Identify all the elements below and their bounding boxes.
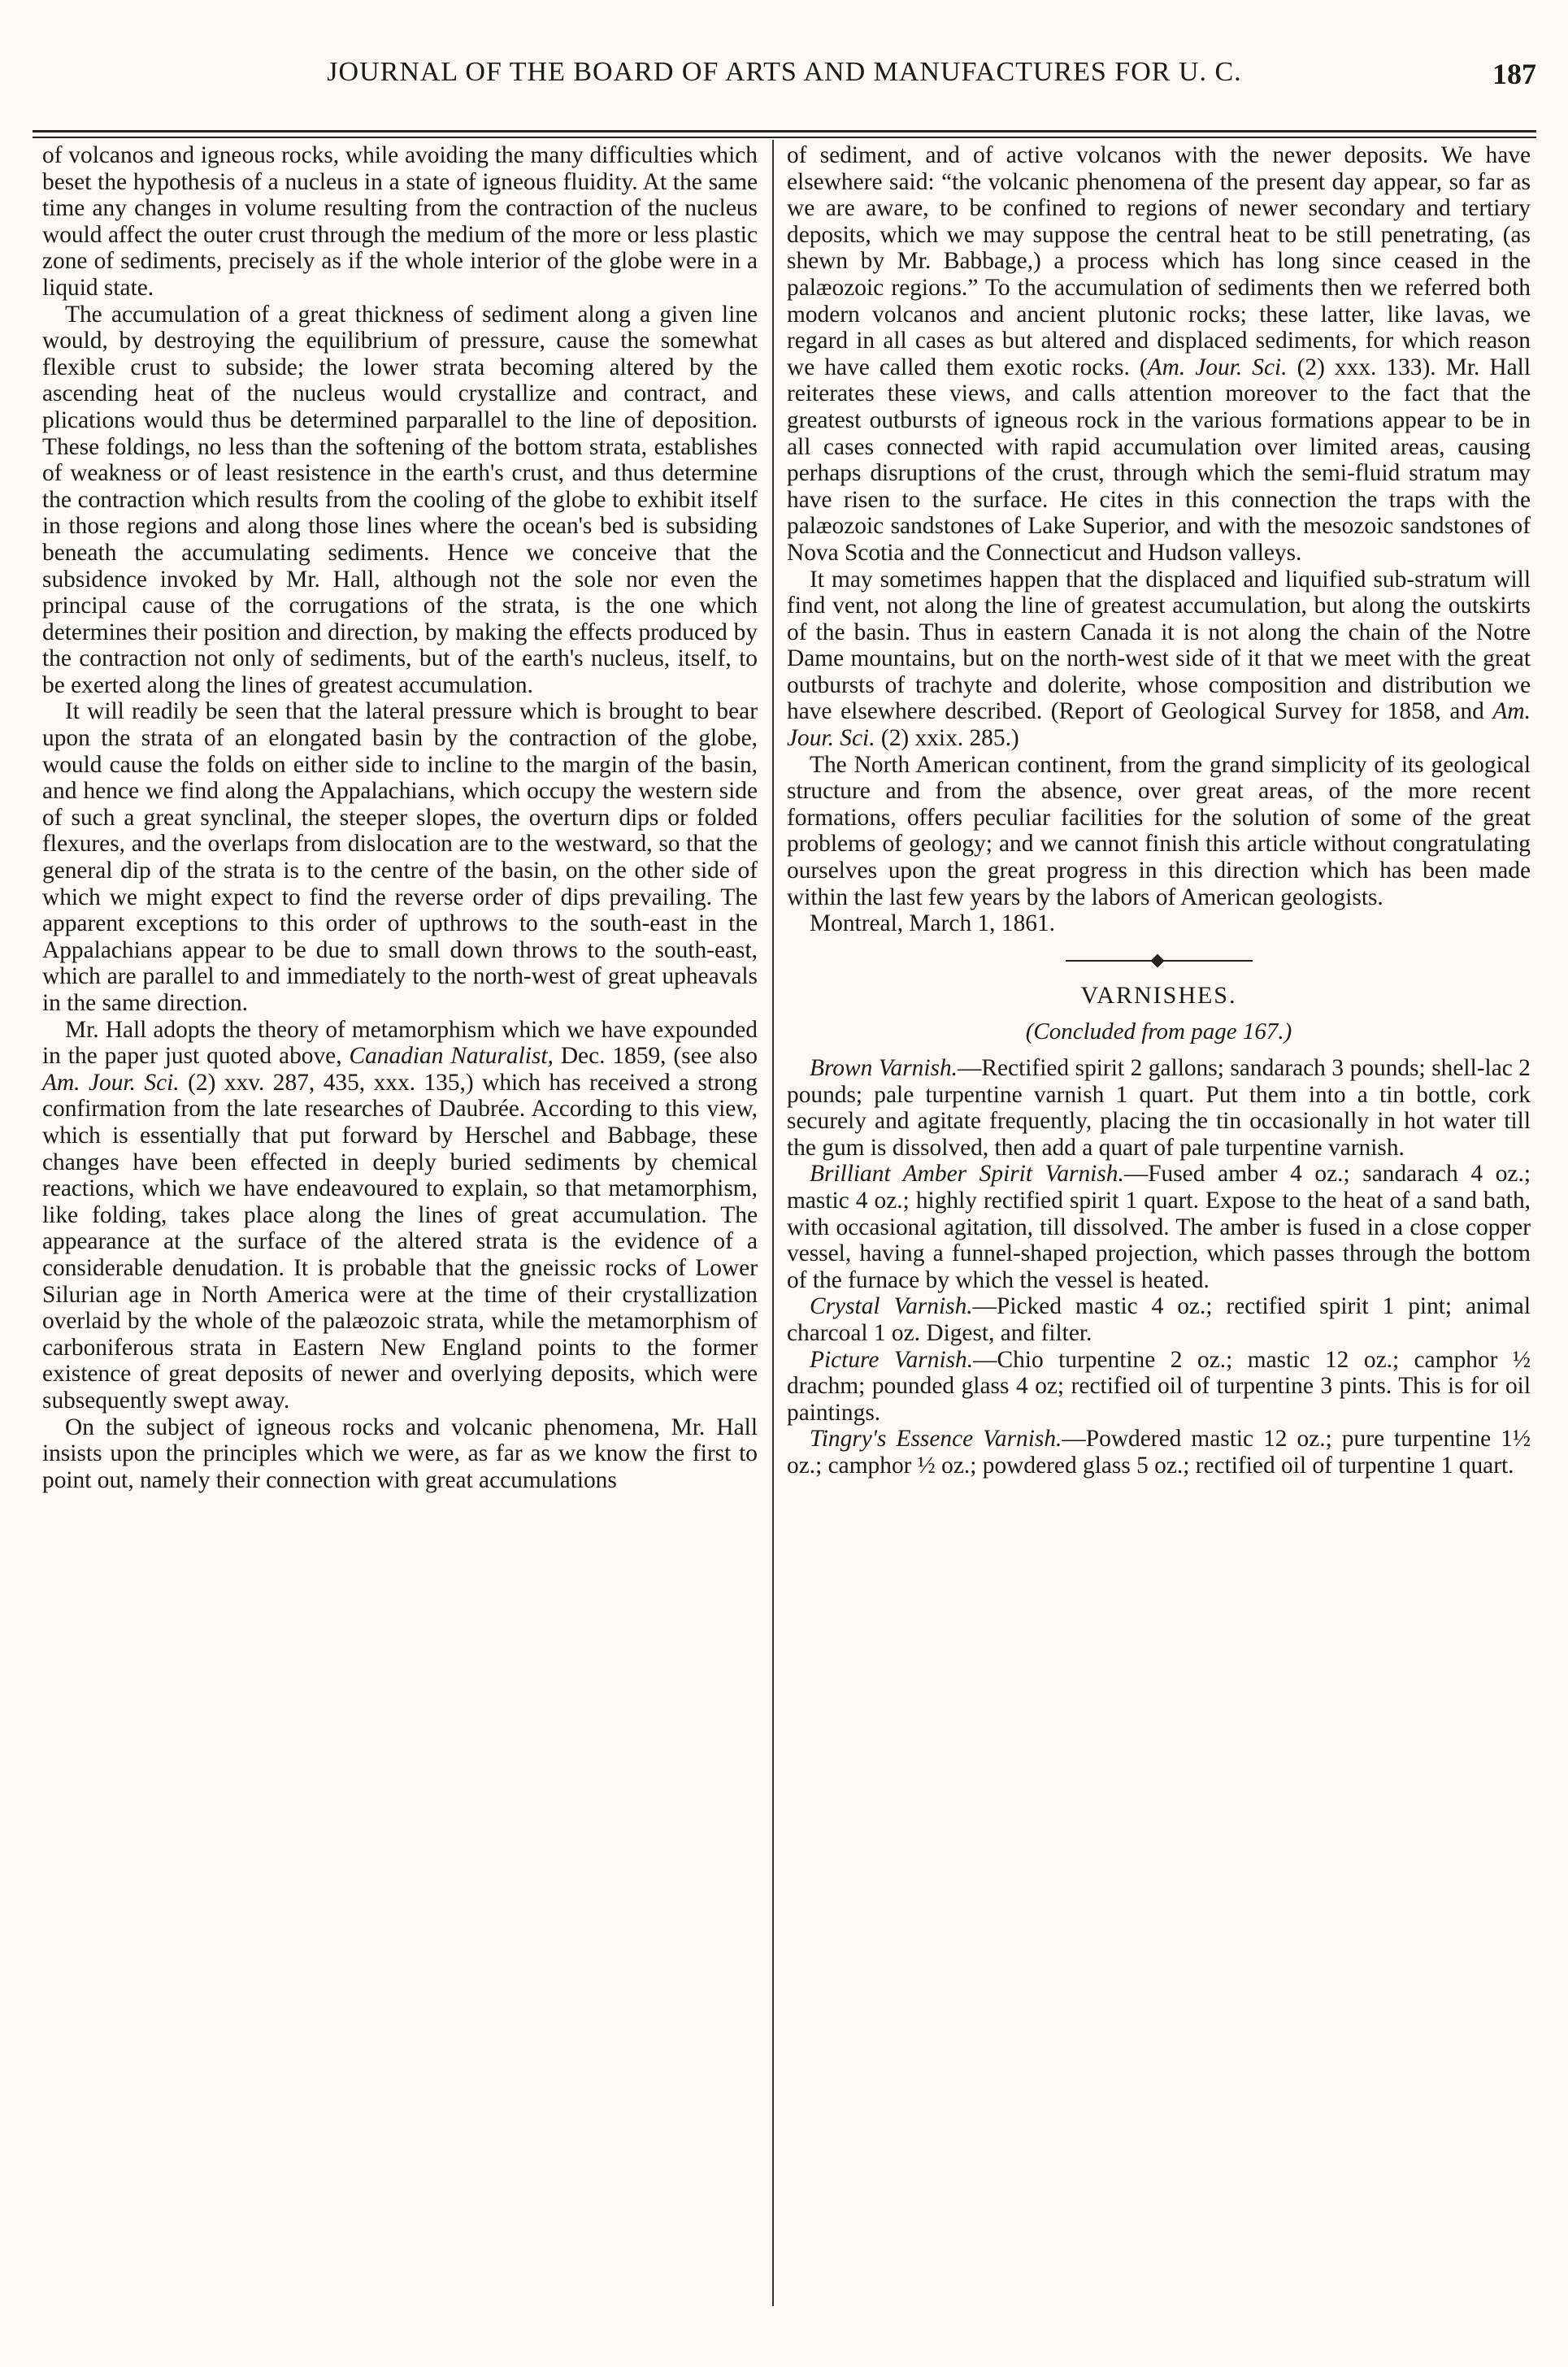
section-divider [1066, 960, 1253, 962]
paragraph: On the subject of igneous rocks and volcanic phenomena, Mr. Hall insists upon the principles which we were, as far as we know the first to point out, namely their connection with great accumulations [42, 1414, 758, 1493]
citation-italic: Am. Jour. Sci. [787, 698, 1531, 752]
section-subtitle: (Concluded from page 167.) [1025, 1018, 1292, 1045]
recipe-name: Brown Varnish. [810, 1055, 958, 1081]
text-run: It may sometimes happen that the displaced and liquified sub-stratum will find vent, not along the line of greatest accumulation, but along the outskirts of the basin. Thus in eastern Canada it is not along the chain of the Notre Dame mountains, but on the north-west side of it that we meet with the great outbursts of trachyte and dolerite, whose composition and distribution we have elsewhere described. (Report of Geological Survey for 1858, and [787, 566, 1531, 725]
recipe-name: Picture Varnish. [810, 1346, 974, 1373]
paragraph [787, 567, 1531, 752]
recipe-paragraph [787, 1293, 1531, 1346]
recipe-text: —Fused amber 4 oz.; sandarach 4 oz.; mastic 4 oz.; highly rectified spirit 1 quart. Expose to the heat of a sand bath, with occasional agitation, till dissolved. The amber is fused in a close copper vessel, having a funnel-shaped projection, which passes through the bottom of the furnace by which the vessel is heated. [787, 1161, 1531, 1293]
paragraph: The North American continent, from the grand simplicity of its geological structure and from the absence, over great areas, of the more recent formations, offers peculiar facilities for the solution of some of the great problems of geology; and we cannot finish this article without congratulating ourselves upon the great progress in this direction which has been made within the last few years by the labors of American geologists. [787, 751, 1531, 910]
paragraph [787, 142, 1531, 567]
recipe-paragraph [787, 1426, 1531, 1479]
recipe-text: —Rectified spirit 2 gallons; sandarach 3 pounds; shell-lac 2 pounds; pale turpentine varnish 1 quart. Put them into a tin bottle, cork securely and agitate frequently, placing the tin occasionally in hot water till the gum is dissolved, then add a quart of pale turpentine varnish. [787, 1055, 1531, 1161]
paragraph: of volcanos and igneous rocks, while avoiding the many difficulties which beset the hypothesis of a nucleus in a state of igneous fluidity. At the same time any changes in volume resulting from the contraction of the nucleus would affect the outer crust through the medium of the more or less plastic zone of sediments, precisely as if the whole interior of the globe were in a liquid state. [42, 142, 758, 301]
text-run: (2) xxv. 287, 435, xxx. 135,) which has received a strong confirmation from the late researches of Daubrée. According to this view, which is essentially that put forward by Herschel and Babbage, these changes have been effected in deeply buried sediments by chemical reactions, which we have endeavoured to explain, so that metamorphism, like folding, takes place along the lines of great accumulation. The appearance at the surface of the altered strata is the evidence of a considerable denudation. It is probable that the gneissic rocks of Lower Silurian age in North America were at the time of their crystallization overlaid by the whole of the palæozoic strata, while the metamorphism of carboniferous strata in Eastern New England points to the former existence of great deposits of newer and overlying deposits, which were subsequently swept away. [42, 1069, 758, 1414]
text-run: (2) xxx. 133). Mr. Hall reiterates these views, and calls attention moreover to the fact that the greatest outbursts of igneous rock in the various formations appear to be in all cases connected with rapid accumulation over limited areas, causing perhaps disruptions of the crust, through which the semi-fluid stratum may have risen to the surface. He cites in this connection the traps with the palæozoic sandstones of Lake Superior, and with the mesozoic sandstones of Nova Scotia and the Connecticut and Hudson valleys. [787, 354, 1531, 566]
paragraph: The accumulation of a great thickness of sediment along a given line would, by destroying the equilibrium of pressure, cause the somewhat flexible crust to subside; the lower strata becoming altered by the ascending heat of the nucleus would crystallize and contract, and plications would thus be determined parparallel to the line of deposition. These foldings, no less than the softening of the bottom strata, establishes of weakness or of least resistence in the earth's crust, and thus determine the contraction which results from the cooling of the globe to exhibit itself in those regions and along those lines where the ocean's bed is subsiding beneath the accumulating sediments. Hence we conceive that the subsidence invoked by Mr. Hall, although not the sole nor even the principal cause of the corrugations of the strata, is the one which determines their position and direction, by making the effects produced by the contraction not only of sediments, but of the earth's nucleus, itself, to be exerted along the lines of greatest accumulation. [42, 301, 758, 698]
paragraph [42, 1017, 758, 1414]
column-divider [772, 140, 774, 2306]
recipe-paragraph [787, 1161, 1531, 1293]
header-rule-secondary [33, 137, 1536, 138]
text-run: of sediment, and of active volcanos with the newer deposits. We have elsewhere said: “the volcanic phenomena of the present day appear, so far as we are aware, to be confined to regions of newer secondary and tertiary deposits, which we may suppose the central heat to be still penetrating, (as shewn by Mr. Babbage,) a process which has long since ceased in the palæozoic regions.” To the accumulation of sediments then we referred both modern volcanos and ancient plutonic rocks; these latter, like lavas, we regard in all cases as but altered and displaced sediments, for which reason we have called them exotic rocks. ( [787, 142, 1531, 380]
citation-italic: Am. Jour. Sci. [1147, 354, 1288, 380]
paragraph: It will readily be seen that the lateral pressure which is brought to bear upon the strata of an elongated basin by the contraction of the globe, would cause the folds on either side to incline to the margin of the basin, and hence we find along the Appalachians, which occupy the western side of such a great synclinal, the steeper slopes, the overturn dips or folded flexures, and the overlaps from dislocation are to the westward, so that the general dip of the strata is to the centre of the basin, on the other side of which we might expect to find the reverse order of dips prevailing. The apparent exceptions to this order of upthrows to the south-east in the Appalachians appear to be due to small down throws to the south-east, which are parallel to and immediately to the north-west of great upheavals in the same direction. [42, 698, 758, 1016]
recipe-name: Brilliant Amber Spirit Varnish. [810, 1161, 1124, 1188]
citation-italic: Am. Jour. Sci. [42, 1069, 180, 1096]
left-column [42, 142, 758, 1493]
text-run: Mr. Hall adopts the theory of metamorphism which we have expounded in the paper just quoted above, [42, 1016, 758, 1070]
page-header [33, 57, 1536, 106]
recipe-paragraph [787, 1055, 1531, 1161]
recipe-text: —Powdered mastic 12 oz.; pure turpentine 1½ oz.; camphor ½ oz.; powdered glass 5 oz.; rectified oil of turpentine 1 quart. [787, 1426, 1531, 1479]
citation-italic: Canadian Naturalist, [349, 1043, 554, 1070]
header-rule [33, 130, 1536, 132]
right-column [787, 142, 1531, 1479]
recipe-paragraph [787, 1347, 1531, 1427]
recipe-name: Tingry's Essence Varnish. [810, 1426, 1062, 1453]
recipe-text: —Chio turpentine 2 oz.; mastic 12 oz.; camphor ½ drachm; pounded glass 4 oz; rectified oil of turpentine 3 pints. This is for oil paintings. [787, 1346, 1531, 1426]
text-run: (2) xxix. 285.) [875, 725, 1019, 752]
running-head: JOURNAL OF THE BOARD OF ARTS AND MANUFACTURES FOR U. C. [327, 57, 1242, 87]
text-run: Dec. 1859, (see also [553, 1043, 758, 1070]
section-title: VARNISHES. [1080, 981, 1237, 1009]
recipe-text: —Picked mastic 4 oz.; rectified spirit 1 pint; animal charcoal 1 oz. Digest, and filter. [787, 1293, 1531, 1346]
dateline: Montreal, March 1, 1861. [810, 910, 1056, 937]
recipe-name: Crystal Varnish. [810, 1293, 973, 1320]
page-number: 187 [1492, 58, 1536, 90]
